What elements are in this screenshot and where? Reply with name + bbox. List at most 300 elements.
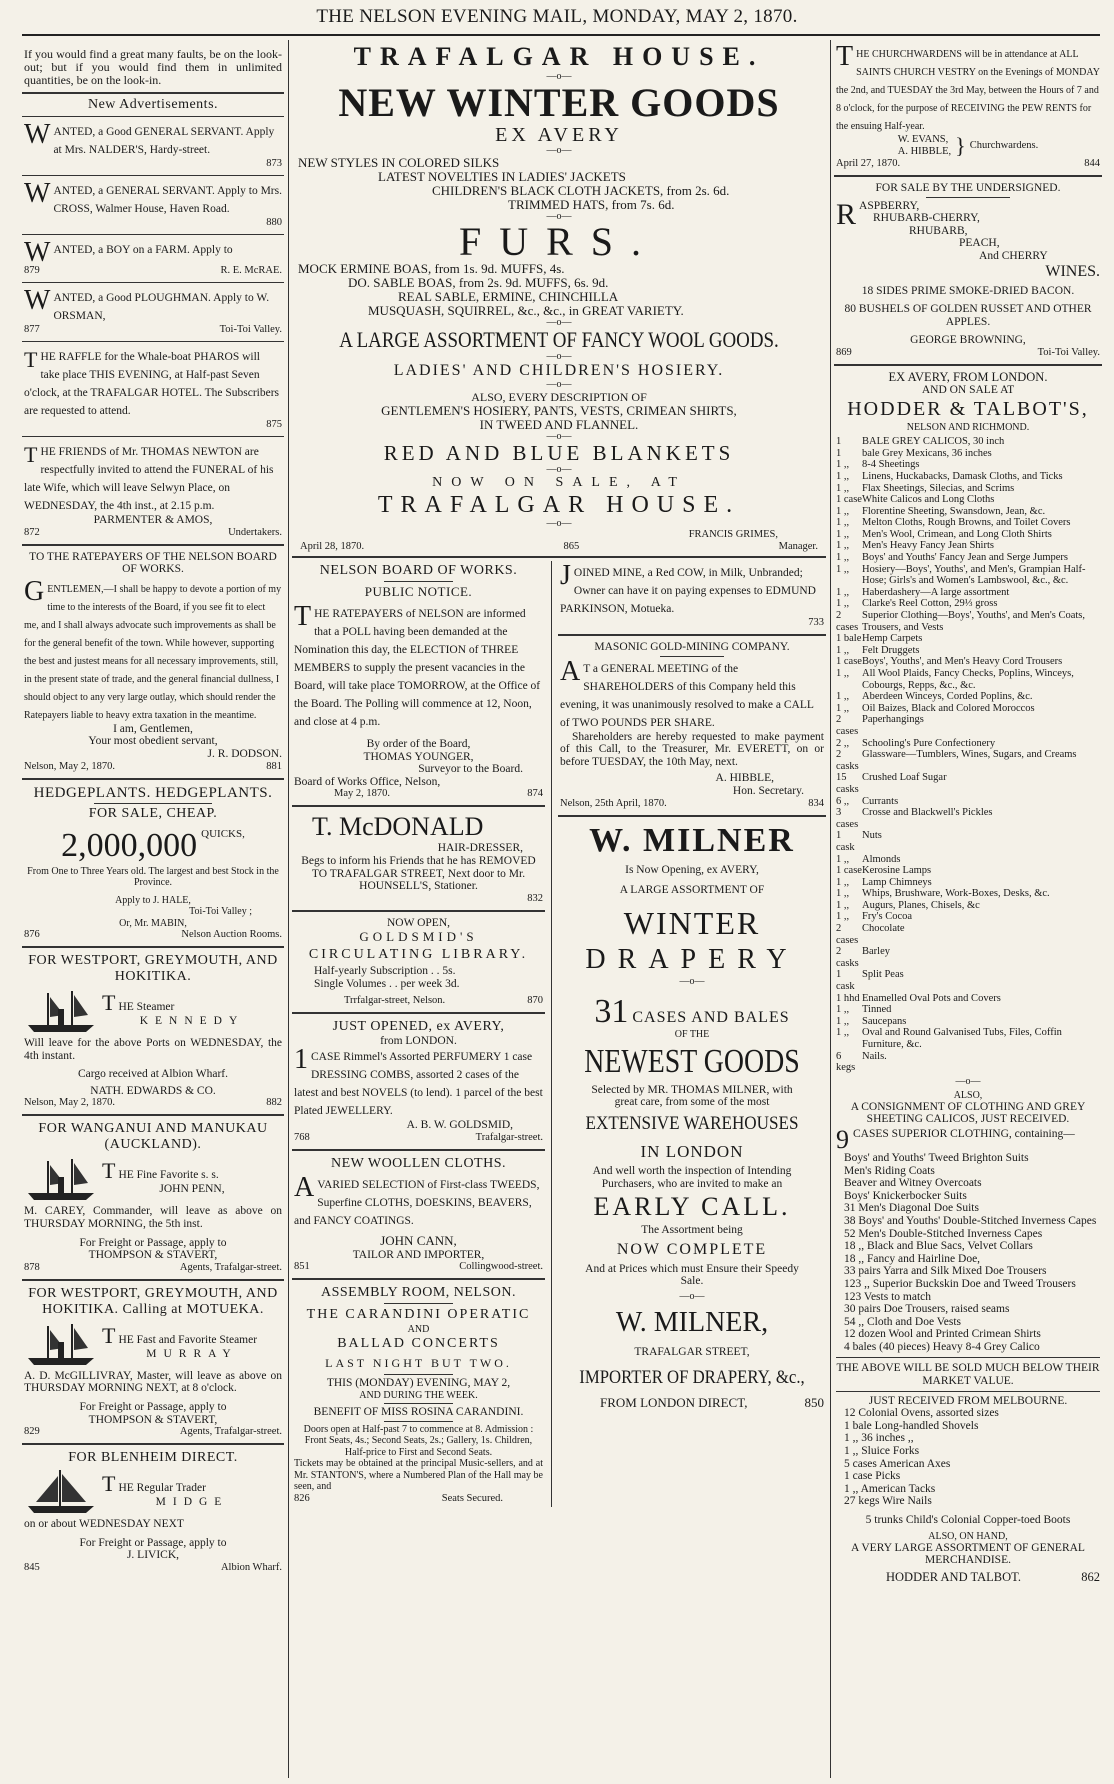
drop-cap: T — [102, 990, 116, 1016]
item-quantity: 1 ,, — [836, 517, 850, 529]
ad-text: BENEFIT OF MISS ROSINA CARANDINI. — [313, 1405, 524, 1418]
list-item — [836, 911, 1100, 923]
ad-heading: IMPORTER OF DRAPERY, &c., — [579, 1366, 805, 1388]
list-item — [836, 656, 1100, 668]
letter-close: Your most obedient servant, — [88, 735, 218, 748]
list-item: 5 cases American Axes — [844, 1457, 951, 1470]
ad-heading: IN LONDON — [640, 1141, 744, 1161]
ad-signature-title: Churchwardens. — [969, 140, 1039, 151]
item-description: Nuts — [862, 830, 882, 842]
ad-text: HE CHURCHWARDENS will be in attendance at ALL SAINTS CHURCH VESTRY on the Evenings of MONDAY the 2nd, and TUESDAY the 3rd May, between the Hours of 7 and 8 o'clock, for the purpose of RECEIVING the PEW RENTS for the ensuing Half-year. — [836, 49, 1100, 132]
ship-name: JOHN PENN, — [159, 1183, 225, 1196]
item-description: Boys', Youths', and Men's Heavy Cord Trousers — [862, 656, 1063, 668]
item-quantity: 1 ,, — [836, 470, 850, 482]
ad-heading: EX AVERY, FROM LONDON. — [888, 369, 1048, 384]
ad-number: 733 — [808, 617, 824, 628]
item-quantity: 1 ,, — [836, 853, 850, 865]
list-item — [836, 807, 1100, 830]
ad-contact: Toi-Toi Valley ; — [189, 906, 252, 918]
item-quantity: 1 ,, — [836, 540, 850, 552]
item-description: Kerosine Lamps — [862, 865, 932, 877]
ad-line: MUSQUASH, SQUIRREL, &c., &c., in GREAT VARIETY. — [368, 303, 684, 318]
ad-contact: Nelson Auction Rooms. — [181, 929, 282, 941]
list-item — [836, 506, 1100, 518]
item-description: BALE GREY CALICOS, 30 inch — [862, 436, 1005, 448]
item-description: Superior Clothing—Boys', Youths', and Men's Coats, Trousers, and Vests — [862, 610, 1085, 633]
list-item: 30 pairs Doe Trousers, raised seams — [844, 1303, 1010, 1316]
item-description: Almonds — [862, 853, 901, 865]
ad-text: Seats Secured. — [441, 1492, 503, 1504]
item-quantity: 1 ,, — [836, 899, 850, 911]
drop-cap: T — [102, 1322, 116, 1348]
ad-just-opened — [292, 1017, 545, 1146]
ad-heading: JUST RECEIVED FROM MELBOURNE. — [868, 1394, 1068, 1407]
list-item: 12 dozen Wool and Printed Crimean Shirts — [844, 1328, 1041, 1341]
ad-signature-title: TAILOR AND IMPORTER, — [352, 1248, 485, 1261]
ad-heading: CASES AND BALES — [632, 1008, 790, 1026]
column-right — [834, 42, 1102, 1776]
ad-signature-title: Collingwood-street. — [459, 1261, 543, 1273]
ad-text: ALSO, — [953, 1089, 983, 1101]
item-description: Felt Druggets — [862, 644, 920, 656]
ad-signature: PARMENTER & AMOS, — [93, 514, 213, 526]
ad-signature: THOMPSON & STAVERT, — [88, 1413, 218, 1426]
ad-heading: A LARGE ASSORTMENT OF FANCY WOOL GOODS. — [339, 327, 779, 352]
ad-text: VARIED SELECTION of First-class TWEEDS, Superfine CLOTHS, DOESKINS, BEAVERS, and FANCY COATINGS. — [294, 1178, 540, 1227]
ad-wanted-ploughman — [22, 286, 284, 338]
item-description: Saucepans — [862, 1015, 907, 1027]
ad-signature: A. HIBBLE, — [897, 146, 952, 157]
item-quantity: 1 — [836, 447, 842, 459]
list-item — [836, 993, 1100, 1005]
ad-heading: EXTENSIVE WAREHOUSES — [585, 1112, 799, 1134]
item-description: Barley — [862, 946, 890, 958]
ad-heading: EARLY CALL. — [593, 1192, 791, 1222]
ad-text: AND ON SALE AT — [921, 383, 1015, 396]
ad-text: Selected by MR. THOMAS MILNER, with great care, from some of the most — [591, 1083, 793, 1109]
ad-heading: FOR WESTPORT, GREYMOUTH, AND HOKITIKA. Calling at MOTUEKA. — [28, 1285, 278, 1317]
list-item — [836, 436, 1100, 448]
item-quantity: 1 ,, — [836, 911, 850, 923]
ad-text: ANTED, a GENERAL SERVANT. Apply to Mrs. CROSS, Walmer House, Haven Road. — [53, 185, 282, 215]
ad-heading: NEWEST GOODS — [584, 1042, 800, 1080]
cases-count: 9 — [836, 1124, 849, 1154]
list-item — [836, 540, 1100, 552]
ad-date: Nelson, May 2, 1870. — [24, 1097, 115, 1109]
letter-close: I am, Gentlemen, — [113, 722, 193, 735]
ad-text: HE RAFFLE for the Whale-boat PHAROS will take place THIS EVENING, at Half-past Seven o'clock, at the TRAFALGAR HOTEL. The Subscribers are requested to attend. — [24, 351, 280, 417]
ad-signature-title: Albion Wharf. — [220, 1561, 282, 1573]
item-quantity: 1 hhd — [836, 992, 860, 1004]
item-quantity: 15 casks — [836, 772, 859, 795]
list-item: 1 ,, Sluice Forks — [844, 1445, 920, 1458]
drop-cap: T — [24, 442, 38, 467]
ad-heading: GOLDSMID'S — [359, 929, 478, 945]
ad-goldsmid-library — [292, 915, 545, 1009]
item-quantity: 2 ,, — [836, 737, 850, 749]
item-quantity: 2 casks — [836, 749, 859, 772]
list-item — [836, 830, 1100, 853]
item-description: Flax Sheetings, Silecias, and Scrims — [862, 482, 1015, 494]
item-quantity: 1 ,, — [836, 598, 850, 610]
ad-heading: HEDGEPLANTS. HEDGEPLANTS. — [33, 784, 273, 801]
ad-date: April 27, 1870. — [836, 158, 901, 169]
list-item: 18 ,, Fancy and Hairline Doe, — [844, 1252, 981, 1265]
ad-text: CASES SUPERIOR CLOTHING, containing— — [853, 1127, 1075, 1140]
list-item: 33 pairs Yarra and Silk Mixed Doe Trousers — [844, 1265, 1047, 1278]
list-item — [836, 854, 1100, 866]
ad-number: 832 — [527, 892, 543, 904]
ad-heading: NELSON BOARD OF WORKS. — [319, 563, 518, 578]
item-quantity: 1 case — [836, 656, 862, 668]
ad-text: TRAFALGAR STREET, — [634, 1345, 750, 1358]
list-item — [836, 865, 1100, 877]
list-item — [836, 714, 1100, 737]
ad-text: Cargo received at Albion Wharf. — [78, 1068, 228, 1081]
ad-number: 877 — [24, 324, 40, 335]
ship-name: MIDGE — [155, 1496, 229, 1509]
item-description: Tinned — [862, 1004, 892, 1016]
ship-name: MURRAY — [146, 1347, 238, 1360]
ad-line: DO. SABLE BOAS, from 2s. 9d. MUFFS, 6s. 9d. — [348, 275, 609, 290]
list-item: Beaver and Witney Overcoats — [844, 1177, 982, 1190]
ad-text: OF THE — [674, 1028, 710, 1040]
item-quantity: 1 cask — [836, 830, 855, 853]
ad-text: M. CAREY, Commander, will leave as above on THURSDAY MORNING, the 5th inst. — [24, 1205, 282, 1231]
list-item — [836, 483, 1100, 495]
ad-heading: NOW COMPLETE — [616, 1240, 768, 1258]
item-description: Men's Heavy Fancy Jean Shirts — [862, 540, 994, 552]
list-item — [836, 494, 1100, 506]
ad-heading: A CONSIGNMENT OF CLOTHING AND GREY SHEETING CALICOS, JUST RECEIVED. — [850, 1100, 1086, 1126]
item-quantity: 1 ,, — [836, 668, 850, 679]
list-item — [836, 471, 1100, 483]
ad-trafalgar-house: TRAFALGAR HOUSE. —o— NEW WINTER GOODS EX AVERY —o— NEW STYLES IN COLORED SILKS LATEST NOVELTIES IN LADIES' JACKETS CHILDREN'S BLACK CLOTH JACKETS, from 2s. 6d. TRIMMED HATS, from 7s. 6d. —o— FURS. MOCK ERMINE BOAS, from 1s. 9d. MUFFS, 4s. DO. SABLE BOAS, from 2s. 9d. MUFFS, 6s. 9d. REAL SABLE, ERMINE, CHINCHILLA MUSQUASH, SQUIRREL, &c., &c., in GREAT VARIETY. —o— A LARGE ASSORTMENT OF FANCY WOOL GOODS. —o— LADIES' AND CHILDREN'S HOSIERY. —o— ALSO, EVERY DESCRIPTION OF GENTLEMEN'S HOSIERY, PANTS, VESTS, CRIMEAN SHIRTS, IN TWEED AND FLANNEL. —o— RED AND BLUE BLANKETS —o— NOW ON SALE, AT TRAFALGAR HOUSE. —o— FRANCIS GRIMES, April 28, 1870. 865 Manager. — [292, 42, 826, 553]
item-description: Oil Baizes, Black and Colored Moroccos — [862, 702, 1035, 714]
ad-text: For Freight or Passage, apply to — [79, 1401, 227, 1413]
item-quantity: 3 cases — [836, 807, 859, 830]
list-item — [836, 610, 1100, 633]
ad-line: IN TWEED AND FLANNEL. — [479, 417, 639, 432]
ad-text: T a GENERAL MEETING of the SHAREHOLDERS of this Company held this evening, it was unanimously resolved to make a CALL of TWO POUNDS PER SHARE. — [560, 662, 814, 729]
ad-text: HE RATEPAYERS of NELSON are informed that a POLL having been demanded at the Nomination this day, the ELECTION of THREE MEMBERS to supply the present vacancies in the Board, will take place TOMORROW, at the Office of the Board. The Polling will commence at 12, Noon, and close at 4 p.m. — [294, 608, 541, 728]
ad-text: Trrfalgar-street, Nelson. — [344, 994, 446, 1006]
ad-subheading: FOR SALE, CHEAP. — [88, 805, 218, 821]
ad-heading: DRAPERY — [585, 943, 799, 975]
masthead-rule — [22, 34, 1100, 36]
list-item — [836, 900, 1100, 912]
ad-heading: RED AND BLUE BLANKETS — [383, 441, 735, 465]
ad-heading: THE ABOVE WILL BE SOLD MUCH BELOW THEIR MARKET VALUE. — [836, 1362, 1100, 1388]
drop-cap: J — [560, 560, 571, 591]
ad-heading: TRAFALGAR HOUSE. — [377, 492, 741, 518]
list-item: 38 Boys' and Youths' Double-Stitched Inverness Capes — [844, 1214, 1097, 1227]
ad-heading: ASSEMBLY ROOM, NELSON. — [321, 1285, 516, 1301]
ad-signature-title: Undertakers. — [228, 526, 282, 538]
ad-signature: NATH. EDWARDS & CO. — [90, 1084, 216, 1097]
list-item — [836, 1016, 1100, 1028]
ad-heading: BALLAD CONCERTS — [337, 1336, 500, 1352]
list-item: 54 ,, Cloth and Doe Vests — [844, 1315, 962, 1328]
ad-subheading: HAIR-DRESSER, — [437, 842, 523, 855]
ad-text: FROM LONDON DIRECT, — [600, 1394, 748, 1410]
item-description: Fry's Cocoa — [862, 911, 913, 923]
list-item — [836, 772, 1100, 795]
drop-cap: T — [24, 347, 38, 372]
drop-cap: A — [560, 655, 581, 687]
ad-number: 862 — [1081, 1569, 1100, 1584]
list-item: 12 Colonial Ovens, assorted sizes — [844, 1407, 999, 1420]
ad-churchwardens: THE CHURCHWARDENS will be in attendance at ALL SAINTS CHURCH VESTRY on the Evenings of MONDAY the 2nd, and TUESDAY the 3rd May, between the Hours of 7 and 8 o'clock, for the purpose of RECEIVING the PEW RENTS for the ensuing Half-year. W. EVANS, A. HIBBLE, } Churchwardens. April 27, 1870. 844 — [836, 42, 1100, 169]
ad-browning-sale — [834, 180, 1102, 361]
ad-mcdonald-hairdresser — [292, 810, 545, 906]
ad-text: Doors open at Half-past 7 to commence at 8. Admission : Front Seats, 4s.; Second Seats, 2s.; Gallery, 1s. Children, Half-price to First and Second Seats. — [303, 1423, 534, 1458]
ship-name: KENNEDY — [139, 1015, 245, 1028]
ad-text: HE Fine Favorite s. s. — [118, 1169, 219, 1182]
list-item — [836, 633, 1100, 645]
item-quantity: 2 cases — [836, 610, 859, 633]
list-item: 1 ,, 36 inches ,, — [844, 1432, 914, 1445]
ad-text: And well worth the inspection of Intending Purchasers, who are invited to make an — [592, 1164, 792, 1190]
item-quantity: 1 case — [836, 865, 862, 877]
list-item — [836, 552, 1100, 564]
list-item: 1 case Picks — [844, 1470, 901, 1483]
ad-line: LATEST NOVELTIES IN LADIES' JACKETS — [378, 169, 626, 184]
ad-signature: JOHN CANN, — [380, 1232, 457, 1248]
ad-heading: NEW WINTER GOODS — [338, 80, 780, 125]
list-item: 1 bale Long-handled Shovels — [844, 1419, 979, 1432]
ad-number: 873 — [266, 158, 282, 169]
cases-count: 31 — [594, 992, 629, 1030]
ad-number: 834 — [808, 797, 824, 809]
ad-heading: W. MILNER, — [615, 1306, 769, 1338]
list-item: 1 ,, American Tacks — [844, 1482, 936, 1495]
ad-text: A LARGE ASSORTMENT OF — [619, 884, 765, 897]
sailing-ship-icon — [24, 1466, 98, 1516]
ad-wanted-servant — [22, 120, 284, 172]
drop-cap: R — [836, 197, 857, 231]
list-item — [836, 587, 1100, 599]
drop-cap: G — [24, 575, 45, 607]
ad-heading: T. McDONALD — [312, 812, 484, 842]
list-item — [836, 888, 1100, 900]
ad-number: 865 — [563, 541, 580, 552]
ad-heading: THE CARANDINI OPERATIC — [306, 1307, 531, 1323]
ad-wanted-boy — [22, 238, 284, 279]
ad-heading: CIRCULATING LIBRARY. — [308, 947, 529, 963]
ad-hodder-talbot: EX AVERY, FROM LONDON. AND ON SALE AT HODDER & TALBOT'S, NELSON AND RICHMOND. 1 BALE GREY CALICOS, 30 inch 1 bale Grey Mexicans, 36 inches 1 ,, 8-4 Sheetings 1 ,, Linens, Huckabacks, Damask Cloths, and Ticks 1 ,, Flax Sheetings, Silecias, and Scrims 1 case White Calicos and Long Cloths 1 ,, Florentine Sheeting, Swansdown, Jean, &c. 1 ,, Melton Cloths, Rough Browns, and Toilet Covers 1 ,, Men's Wool, Crimean, and Long Cloth Shirts 1 ,, Men's Heavy Fancy Jean Shirts 1 ,, Boys' and Youths' Fancy Jean and Serge Jumpers 1 ,, Hosiery—Boys', Youths', and Men's, Grampian Half-Hose; Girls's and Women's Lambswool, &c., &c. 1 ,, Haberdashery—A large assortment 1 ,, Clarke's Reel Cotton, 29⅓ gross 2 cases Superior Clothing—Boys', Youths', and Men's Coats, Trousers, and Vests 1 bale Hemp Carpets 1 ,, Felt Druggets 1 case Boys', Youths', and Men's Heavy Cord Trousers 1 ,, All Wool Plaids, Fancy Checks, Poplins, Winceys, Cobourgs, Repps, &c., &c. 1 ,, Aberdeen Winceys, Corded Poplins, &c. 1 ,, Oil Baizes, Black and Colored Moroccos 2 cases Paperhangings 2 ,, Schooling's Pure Confectionery 2 casks Glassware—Tumblers, Wines, Sugars, and Creams 15 casks Crushed Loaf Sugar 6 ,, Currants 3 cases Crosse and Blackwell's Pickles 1 cask Nuts 1 ,, Almonds 1 case Kerosine Lamps 1 ,, Lamp Chimneys 1 ,, Whips, Brushware, Work-Boxes, Desks, &c. 1 ,, Augurs, Planes, Chisels, &c 1 ,, Fry's Cocoa 2 cases Chocolate 2 casks Barley 1 cask Split Peas 1 hhd Enamelled Oval Pots and Covers 1 ,, Tinned 1 ,, Saucepans 1 ,, Oval and Round Galvanised Tubs, Files, Coffin Furniture, &c. 6 kegs Nails. —o— ALSO, A CONSIGNMENT OF CLOTHING AND GREY SHEETING CALICOS, JUST RECEIVED. 9 CASES SUPERIOR CLOTHING, containing— Boys' and Youths' Tweed Brighton Suits Men's Riding Coats Beaver and Witney Overcoats Boys' Knickerbocker Suits 31 Men's Diagonal Doe Suits 38 Boys' and Youths' Double-Stitched Inverness Capes 52 Men's Double-Stitched Inverness Capes 18 ,, Black and Blue Sacs, Velvet Collars 18 ,, Fancy and Hairline Doe, 33 pairs Yarra and Silk Mixed Doe Trousers 123 ,, Superior Buckskin Doe and Tweed Trousers 123 Vests to match 30 pairs Doe Trousers, raised seams 54 ,, Cloth and Doe Vests 12 dozen Wool and Printed Crimean Shirts 4 bales (40 pieces) Heavy 8-4 Grey Calico THE ABOVE WILL BE SOLD MUCH BELOW THEIR MARKET VALUE. JUST RECEIVED FROM MELBOURNE. 12 Colonial Ovens, assorted sizes 1 bale Long-handled Shovels 1 ,, 36 inches ,, 1 ,, Sluice Forks 5 cases American Axes 1 case Picks 1 ,, American Tacks 27 kegs Wire Nails 5 trunks Child's Colonial Copper-toed Boots ALSO, ON HAND, A VERY LARGE ASSORTMENT OF GENERAL MERCHANDISE. HODDER AND TALBOT. 862 — [836, 369, 1100, 1584]
quicks-count: 2,000,000 — [61, 826, 198, 864]
ad-text: HE Steamer — [118, 1001, 175, 1014]
ad-signature: A. HIBBLE, — [715, 772, 774, 785]
ad-text: AND DURING THE WEEK. — [359, 1389, 478, 1401]
ad-ratepayers-letter — [22, 549, 284, 775]
list-item: Men's Riding Coats — [844, 1164, 935, 1177]
list-item — [836, 796, 1100, 808]
item-quantity: 1 ,, — [836, 1004, 850, 1016]
item-quantity: 1 cask — [836, 969, 855, 993]
ad-text: AND — [407, 1324, 430, 1336]
ad-text: ENTLEMEN,—I shall be happy to devote a portion of my time to the interests of the Board, if you see fit to elect me, and I shall always advocate such improvements as shall be for the general benefit of the town. While however, supporting the best and justest means for all necessary improvements, still, in the present state of trade, and the general financial dullness, I should object to any very large outlay, which should render the Ratepayers liable to heavy extra taxation in the meantime. — [24, 583, 282, 721]
item-description: Lamp Chimneys — [862, 876, 932, 888]
ad-signature: A. B. W. GOLDSMID, — [406, 1119, 513, 1132]
ad-line: REAL SABLE, ERMINE, CHINCHILLA — [398, 289, 619, 304]
ad-number: 882 — [266, 1097, 282, 1109]
drop-cap: W — [24, 285, 51, 316]
ad-text: on or about WEDNESDAY NEXT — [24, 1518, 184, 1531]
new-ads-heading: New Advertisements. — [87, 97, 219, 112]
ad-board-of-works — [292, 561, 545, 802]
item-quantity: 1 ,, — [836, 552, 850, 564]
ad-text: For Freight or Passage, apply to — [79, 1236, 227, 1249]
item-quantity: 2 cases — [836, 714, 859, 737]
item-description: bale Grey Mexicans, 36 inches — [862, 447, 992, 459]
subcolumn-b — [552, 561, 826, 1507]
ad-hedgeplants — [22, 783, 284, 944]
ad-line: RHUBARB, — [909, 224, 968, 237]
drop-cap: A — [294, 1171, 315, 1203]
item-description: Florentine Sheeting, Swansdown, Jean, &c. — [862, 505, 1046, 517]
masthead: THE NELSON EVENING MAIL, MONDAY, MAY 2, 1870. — [316, 6, 798, 27]
ad-text: And at Prices which must Ensure their Speedy Sale. — [585, 1262, 799, 1288]
ad-number: 876 — [24, 929, 40, 941]
ad-signature: R. E. McRAE. — [220, 265, 282, 276]
ad-heading: WINTER — [623, 904, 761, 941]
drop-cap: T — [836, 42, 854, 72]
ad-line: ASPBERRY, — [859, 199, 920, 212]
list-item — [836, 459, 1100, 471]
ad-subheading: LAST NIGHT BUT TWO. — [325, 1356, 512, 1371]
ad-signature-title: Hon. Secretary. — [732, 784, 804, 797]
ad-number: 850 — [804, 1394, 824, 1410]
ad-line: PEACH, — [959, 237, 1000, 250]
ad-line: MOCK ERMINE BOAS, from 1s. 9d. MUFFS, 4s. — [298, 261, 565, 276]
item-quantity: 6 ,, — [836, 795, 850, 807]
ad-heading: WINES. — [1045, 262, 1100, 280]
item-description: Currants — [862, 795, 899, 807]
ad-signature-title: Trafalgar-street. — [475, 1131, 543, 1143]
item-description: Nails. — [862, 1050, 887, 1062]
ad-number: 845 — [24, 1561, 40, 1573]
list-item: 31 Men's Diagonal Doe Suits — [844, 1202, 979, 1215]
list-item: 52 Men's Double-Stitched Inverness Capes — [844, 1227, 1043, 1240]
ad-number: 875 — [266, 419, 282, 430]
item-quantity: 1 ,, — [836, 876, 850, 888]
ad-text: By order of the Board, — [366, 738, 471, 750]
item-quantity: 1 ,, — [836, 691, 850, 703]
item-description: Schooling's Pure Confectionery — [862, 737, 996, 749]
column-divider-2 — [830, 40, 831, 1778]
ad-text: ALSO, ON HAND, — [928, 1530, 1008, 1542]
ad-signature: GEORGE BROWNING, — [910, 334, 1026, 347]
ad-text: Will leave for the above Ports on WEDNESDAY, the 4th instant. — [24, 1037, 282, 1062]
item-description: White Calicos and Long Cloths — [862, 494, 995, 506]
ad-signature-title: Agents, Trafalgar-street. — [179, 1261, 282, 1273]
item-quantity: 1 ,, — [836, 644, 850, 656]
list-item — [836, 703, 1100, 715]
ad-heading: NEW WOOLLEN CLOTHS. — [330, 1155, 507, 1171]
steamship-icon — [24, 1153, 98, 1203]
goods-list — [836, 436, 1100, 1074]
ad-assembly-room — [292, 1283, 545, 1506]
ad-midge-trader — [22, 1448, 284, 1576]
item-description: Crosse and Blackwell's Pickles — [862, 807, 993, 819]
ad-number: 878 — [24, 1261, 40, 1273]
list-item: 27 kegs Wire Nails — [844, 1495, 932, 1508]
item-quantity: 1 bale — [836, 633, 862, 645]
item-quantity: 1 ,, — [836, 1027, 850, 1039]
ad-subheading: from LONDON. — [380, 1034, 457, 1047]
ad-number: 880 — [266, 217, 282, 228]
list-item — [836, 1051, 1100, 1074]
melbourne-list — [836, 1407, 1100, 1508]
ad-text: ANTED, a Good GENERAL SERVANT. Apply at Mrs. NALDER'S, Hardy-street. — [53, 126, 275, 156]
ad-number: 768 — [294, 1131, 310, 1143]
item-quantity: 1 ,, — [836, 1015, 850, 1027]
ad-number: 881 — [266, 760, 282, 772]
ad-number: 872 — [24, 526, 40, 538]
intro-quote: If you would find a great many faults, be on the look-out; but if you would find them in unlimited quantities, be on the look-in. — [24, 47, 282, 87]
item-quantity: 1 ,, — [836, 702, 850, 714]
ad-line: RHUBARB-CHERRY, — [873, 212, 980, 225]
list-item — [836, 448, 1100, 460]
ad-text: HE Regular Trader — [118, 1482, 206, 1495]
ad-signature-title: Surveyor to the Board. — [418, 763, 523, 776]
column-left — [22, 42, 284, 1776]
ad-signature: J. LIVICK, — [126, 1549, 180, 1562]
item-description: Glassware—Tumblers, Wines, Sugars, and Creams — [862, 749, 1077, 761]
list-item: 4 bales (40 pieces) Heavy 8-4 Grey Calico — [844, 1340, 1040, 1353]
ad-number: 829 — [24, 1426, 40, 1438]
item-description: Augurs, Planes, Chisels, &c — [862, 899, 980, 911]
ad-number: 844 — [1084, 158, 1100, 169]
ad-text: For Freight or Passage, apply to — [79, 1536, 227, 1549]
ad-text: Shareholders are hereby requested to make payment of this Call, to the Treasurer, Mr. EVERETT, on or before TUESDAY, the 10th May, next. — [560, 730, 824, 768]
ad-contact: Apply to J. HALE, — [115, 894, 191, 906]
ad-line: Half-yearly Subscription . . 5s. — [314, 965, 456, 978]
ad-text: HE FRIENDS of Mr. THOMAS NEWTON are respectfully invited to attend the FUNERAL of his late Wife, which will leave Selwyn Place, on WEDNESDAY, the 4th inst., at 2.15 p.m. — [24, 446, 274, 512]
item-description: Haberdashery—A large assortment — [862, 586, 1010, 598]
item-description: Oval and Round Galvanised Tubs, Files, Coffin Furniture, &c. — [862, 1027, 1062, 1050]
ad-date: Nelson, May 2, 1870. — [24, 760, 115, 772]
list-item — [836, 529, 1100, 541]
ad-text: NOW OPEN, — [386, 916, 451, 929]
ad-w-milner: W. MILNER Is Now Opening, ex AVERY, A LARGE ASSORTMENT OF WINTER DRAPERY —o— 31 CASES AND BALES OF THE NEWEST GOODS Selected by MR. THOMAS MILNER, with great care, from some of the most EXTENSIVE WAREHOUSES IN LONDON And well worth the inspection of Intending Purchasers, who are invited to make an EARLY CALL. The Assortment being NOW COMPLETE And at Prices which must Ensure their Speedy Sale. —o— W. MILNER, TRAFALGAR STREET, IMPORTER OF DRAPERY, &c., FROM LONDON DIRECT, 850 — [558, 820, 826, 1411]
ad-number: 851 — [294, 1261, 310, 1273]
ad-text: From One to Three Years old. The largest and best Stock in the Province. — [27, 865, 279, 889]
ad-wanted-general-servant — [22, 179, 284, 231]
list-item — [836, 738, 1100, 750]
ad-heading: FOR BLENHEIM DIRECT. — [68, 1450, 238, 1466]
ad-heading: FOR WANGANUI AND MANUKAU (AUCKLAND). — [38, 1121, 268, 1153]
item-description: All Wool Plaids, Fancy Checks, Poplins, Winceys, Cobourgs, Repps, &c., &c. — [862, 668, 1074, 691]
list-item: 18 ,, Black and Blue Sacs, Velvet Collars — [844, 1240, 1033, 1253]
ad-heading: TO THE RATEPAYERS OF THE NELSON BOARD OF WORKS. — [29, 550, 277, 576]
ad-number: 869 — [836, 346, 852, 358]
drop-cap: 1 — [294, 1044, 308, 1076]
ad-text: NELSON AND RICHMOND. — [906, 422, 1030, 434]
list-item — [836, 598, 1100, 610]
ad-date: April 28, 1870. — [300, 541, 365, 552]
item-quantity: 1 ,, — [836, 482, 850, 494]
steamship-icon — [24, 1318, 98, 1368]
list-item — [836, 1004, 1100, 1016]
item-description: 8-4 Sheetings — [862, 459, 920, 471]
ad-text: A. D. McGILLIVRAY, Master, will leave as above on THURSDAY MORNING NEXT, at 8 o'clock. — [24, 1369, 282, 1395]
ad-signature: HODDER AND TALBOT. — [886, 1569, 1021, 1584]
item-quantity: 1 ,, — [836, 586, 850, 598]
list-item — [836, 564, 1100, 587]
